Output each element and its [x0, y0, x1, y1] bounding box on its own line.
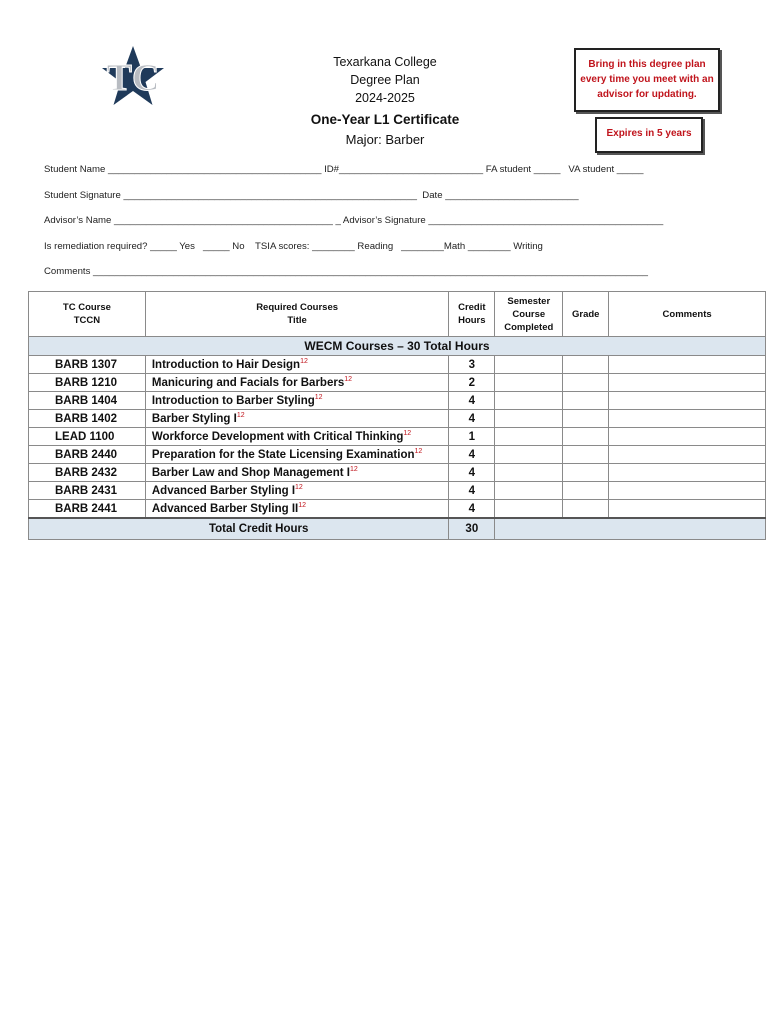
course-code: BARB 1404 — [29, 392, 146, 410]
credit-hours: 2 — [449, 374, 495, 392]
semester-cell — [495, 392, 563, 410]
course-code: BARB 2441 — [29, 500, 146, 519]
academic-year: 2024-2025 — [355, 91, 415, 105]
header-course: TC Course TCCN — [29, 292, 146, 337]
credit-hours: 3 — [449, 356, 495, 374]
table-row — [29, 410, 766, 428]
credit-hours: 4 — [449, 392, 495, 410]
table-row — [29, 500, 766, 519]
course-code: BARB 1307 — [29, 356, 146, 374]
course-table — [28, 291, 766, 540]
comments-cell — [609, 374, 766, 392]
course-code: BARB 2432 — [29, 464, 146, 482]
course-title: Introduction to Barber Styling$^{12}$ — [145, 392, 448, 410]
tc-star-logo-icon — [100, 44, 166, 110]
semester-cell — [495, 428, 563, 446]
certificate-title: One-Year L1 Certificate — [310, 112, 460, 127]
table-row — [29, 356, 766, 374]
course-code: BARB 1402 — [29, 410, 146, 428]
credit-hours: 4 — [449, 500, 495, 519]
advisor-line: Advisor’s Name _________________________________________ _ Advisor’s Signature ____________________________________________ — [44, 215, 664, 226]
major-label: Major: Barber — [345, 132, 425, 147]
credit-hours: 1 — [449, 428, 495, 446]
table-header-row — [29, 292, 766, 337]
comments-cell — [609, 482, 766, 500]
header-semester: Semester Course Completed — [495, 292, 563, 337]
remediation-line: Is remediation required? _____ Yes _____ No TSIA scores: ________ Reading ________Math ________ Writing — [44, 241, 543, 252]
grade-cell — [563, 374, 609, 392]
grade-cell — [563, 500, 609, 519]
course-title: Introduction to Hair Design$^{12}$ — [145, 356, 448, 374]
grade-cell — [563, 482, 609, 500]
document-header — [270, 53, 500, 149]
semester-cell — [495, 500, 563, 519]
course-title: Advanced Barber Styling $I^{12}$ — [145, 482, 448, 500]
total-label: Total Credit Hours — [29, 518, 449, 540]
grade-cell — [563, 356, 609, 374]
semester-cell — [495, 464, 563, 482]
table-row — [29, 428, 766, 446]
total-value: 30 — [449, 518, 495, 540]
table-row — [29, 374, 766, 392]
college-name: Texarkana College — [333, 55, 437, 69]
credit-hours: 4 — [449, 410, 495, 428]
course-title: Workforce Development with Critical Thinking$^{12}$ — [145, 428, 448, 446]
grade-cell — [563, 392, 609, 410]
grade-cell — [563, 446, 609, 464]
header-hours: Credit Hours — [449, 292, 495, 337]
semester-cell — [495, 446, 563, 464]
advisor-notice-box: Bring in this degree plan every time you meet with an advisor for updating. — [574, 48, 720, 112]
comments-cell — [609, 428, 766, 446]
comments-line: Comments ________________________________________________________________________________________________________ — [44, 266, 648, 277]
course-code: BARB 2431 — [29, 482, 146, 500]
section-title: WECM Courses – 30 Total Hours — [29, 337, 766, 356]
course-title: Advanced Barber Styling II$^{12}$ — [145, 500, 448, 519]
course-title: Preparation for the State Licensing Examination$^{12}$ — [145, 446, 448, 464]
header-title: Required Courses Title — [145, 292, 448, 337]
section-row — [29, 337, 766, 356]
grade-cell — [563, 428, 609, 446]
course-code: BARB 2440 — [29, 446, 146, 464]
grade-cell — [563, 410, 609, 428]
logo-letters: TC — [106, 57, 160, 99]
student-info-line: Student Name ________________________________________ ID#___________________________ FA student _____ VA student _____ — [44, 164, 644, 175]
comments-cell — [609, 446, 766, 464]
semester-cell — [495, 374, 563, 392]
grade-cell — [563, 464, 609, 482]
table-row — [29, 392, 766, 410]
course-code: BARB 1210 — [29, 374, 146, 392]
total-row — [29, 518, 766, 540]
course-title: Barber Styling $I^{12}$ — [145, 410, 448, 428]
comments-cell — [609, 410, 766, 428]
course-title: Manicuring and Facials for Barbers$^{12}$ — [145, 374, 448, 392]
course-code: LEAD 1100 — [29, 428, 146, 446]
comments-cell — [609, 392, 766, 410]
comments-cell — [609, 500, 766, 519]
credit-hours: 4 — [449, 482, 495, 500]
table-row — [29, 464, 766, 482]
expires-notice-box: Expires in 5 years — [595, 117, 703, 153]
total-filler — [495, 518, 766, 540]
comments-cell — [609, 356, 766, 374]
student-signature-line: Student Signature _______________________________________________________ Date _________________________ — [44, 190, 579, 201]
credit-hours: 4 — [449, 464, 495, 482]
header-grade: Grade — [563, 292, 609, 337]
course-title: Barber Law and Shop Management $I^{12}$ — [145, 464, 448, 482]
document-type: Degree Plan — [350, 73, 420, 87]
semester-cell — [495, 410, 563, 428]
credit-hours: 4 — [449, 446, 495, 464]
header-comments: Comments — [609, 292, 766, 337]
semester-cell — [495, 482, 563, 500]
comments-cell — [609, 464, 766, 482]
semester-cell — [495, 356, 563, 374]
table-row — [29, 446, 766, 464]
table-row — [29, 482, 766, 500]
